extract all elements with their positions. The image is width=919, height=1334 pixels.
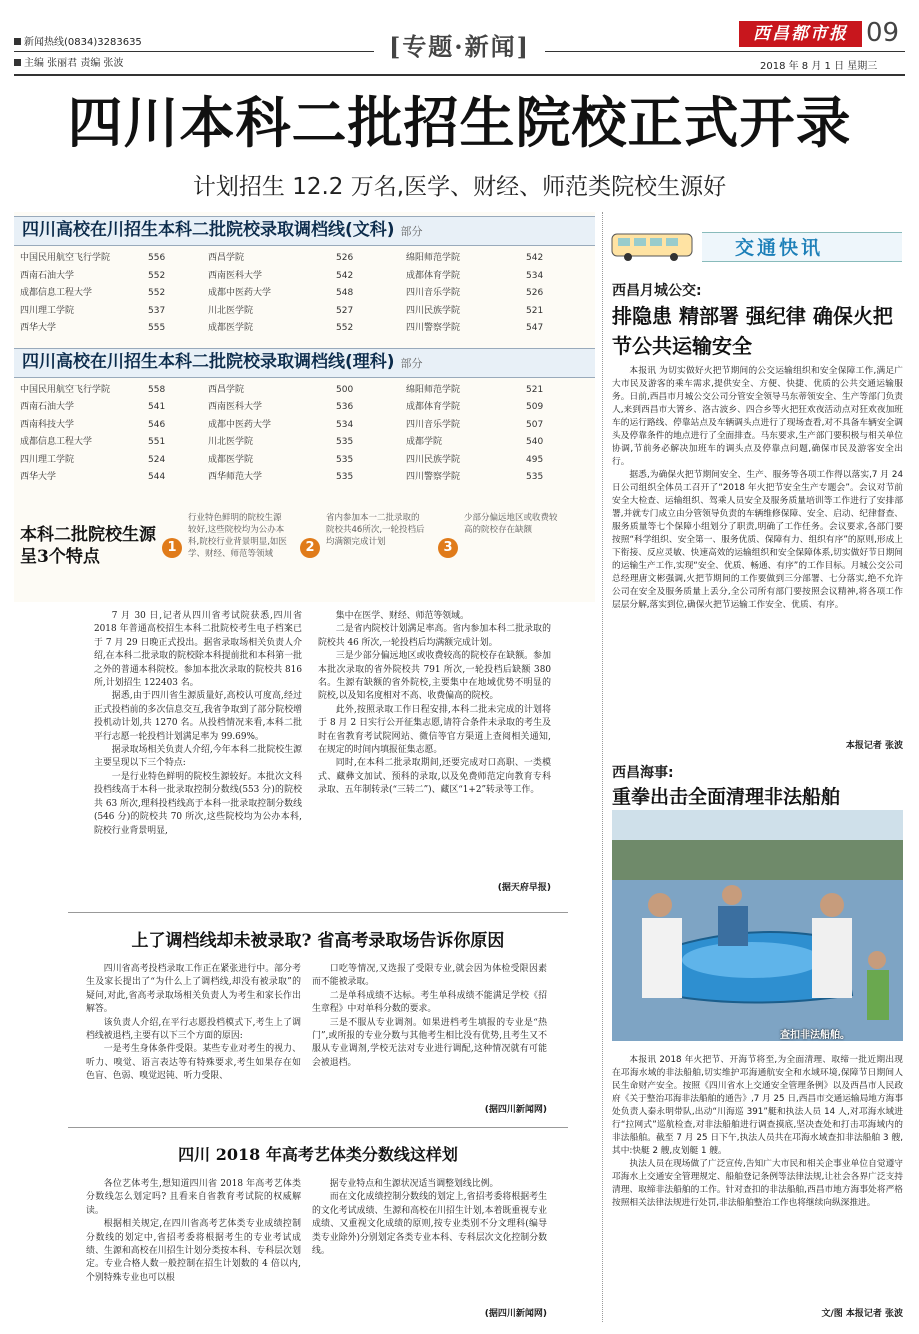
traffic-banner-title: 交通快讯 <box>735 237 824 259</box>
table-row <box>20 469 589 487</box>
paragraph: 此外,按照录取工作日程安排,本科二批未完成的计划将于 8 月 2 日实行公开征集志愿,请符合条件未录取的考生及时在省教育考试院网站、微信等官方渠道上查阅相关通知,在规定的时间内填报征集志愿。 <box>318 704 551 756</box>
traffic-title: 排隐患 精部署 强纪律 确保火把节公共运输安全 <box>612 304 893 358</box>
paragraph: 据悉,为确保火把节期间安全、生产、服务等各项工作得以落实,7 月 24 日公司组织全体员工召开了“2018 年火把节安全生产专题会”。会议对节前安全大检查、运输组织、驾乘人员安全及服务质量培训等工作进行了安排部署,并就专门成立由分管领导负责的车辆维修保障、安全、启动、纪律督查、服务质量等七个保障小组划分了职责,明确了工作任务。会议要求,各部门要按照“科学组织、安全第一、服务优质、保障有力、组织有序”的原则,形成上下衔接、反应灵敏、快速高效的运输组织和安全保障体系,切实做好节日期间的运输生产工作,实现“安全、优质、畅通、有序”的工作目标。月城公交公司总经理唐文彬强调,火把节期间的工作要做到三分部署、七分落实,绝不允许公司在安全及服务质量上丢分,全公司所有部门要按照会议精神,将各项工作层层分解,落实到位,确保火把节运输工作安全、优质、有序。 <box>612 470 903 610</box>
school-name: 中国民用航空飞行学院 <box>20 384 111 395</box>
paragraph: 同时,在本科二批录取期间,还要完成对口高职、一类模式、藏彝文加试、预科的录取,以及免费师范定向教育专科录取、五年制转录(“三转二”)、藏区“1+2”转录等工作。 <box>318 758 551 796</box>
school-name: 四川民族学院 <box>406 305 461 316</box>
paragraph: 据悉,由于四川省生源质量好,高校认可度高,经过正式投档前的多次信息交互,我省争取到了部分院校增投机动计划,共 1270 名。从投档情况来看,本科二批平行志愿一轮投档计划满足率为 99.69%。 <box>94 691 302 742</box>
cutoff-score: 536 <box>336 402 354 412</box>
cutoff-score: 526 <box>336 253 354 263</box>
paragraph: 四川省高考投档录取工作正在紧张进行中。部分考生及家长提出了“为什么上了调档线,却没有被录取”的疑问,对此,省高考录取场相关负责人为考生和家长作出解答。 <box>86 964 301 1015</box>
cutoff-score: 534 <box>526 270 544 281</box>
li-table-title: 四川高校在川招生本科二批院校录取调档线(理科) 部分 <box>14 348 595 378</box>
paragraph: 集中在医学、财经、师范等领域。 <box>335 611 469 621</box>
paragraph: 7 月 30 日,记者从四川省考试院获悉,四川省 2018 年普通高校招生本科二批院校考生电子档案已于 7 月 29 日晚正式投出。据省录取场相关负责人介绍,在本科二批录取的院校除本科提前批和本科第一批之外的普通本科院校。参加本批次录取的院校共 816 所,计划招生 122403 名。 <box>94 611 302 689</box>
cutoff-score: 521 <box>526 384 544 395</box>
cutoff-score: 542 <box>526 253 544 263</box>
school-name: 四川警察学院 <box>406 472 461 482</box>
school-name: 西南石油大学 <box>20 270 75 281</box>
cutoff-score: 552 <box>148 270 166 281</box>
table-row <box>20 399 589 417</box>
cutoff-score: 555 <box>148 323 166 333</box>
article2-left <box>86 963 301 1084</box>
school-name: 成都中医药大学 <box>208 419 272 430</box>
school-name: 成都体育学院 <box>406 270 461 281</box>
school-name: 绵阳师范学院 <box>406 253 461 263</box>
paragraph: 口吃等情况,又选报了受限专业,就会因为体检受限因素而不能被录取。 <box>312 964 547 988</box>
page-number: 09 <box>866 18 900 48</box>
paragraph: 三是少部分偏远地区或收费较高的院校存在缺额。参加本批次录取的省外院校共 791 所次,一轮投档后缺额 380 名。生源有缺额的省外院校,主要集中在地域优势不明显的院校,以及知名度相对不高、收费偏高的院校。 <box>318 651 551 702</box>
cutoff-score: 540 <box>526 437 544 447</box>
cutoff-score: 546 <box>148 419 166 430</box>
school-name: 四川音乐学院 <box>406 288 461 298</box>
feature-text: 少部分偏远地区或收费较高的院校存在缺额 <box>464 513 558 535</box>
feature-number: 1 <box>162 538 182 558</box>
cutoff-score: 558 <box>148 384 166 395</box>
cutoff-score: 526 <box>526 288 544 298</box>
feature-text: 省内参加本一二批录取的院校共46所次,一轮投档后均满额完成计划 <box>326 513 425 547</box>
paper-logo: 西昌都市报 <box>739 21 862 47</box>
table-row <box>20 285 589 303</box>
table-row <box>20 268 589 286</box>
paragraph: 根据相关规定,在四川省高考艺体类专业成绩控制分数线的划定中,省招考委将根据考生的专业考试成绩、生源和高校在川招生计划分类按本科、专科层次划定。专业合格人数一般控制在招生计划数的 4 倍以内,个别特殊专业也可以根 <box>86 1219 301 1283</box>
paragraph: 该负责人介绍,在平行志愿投档模式下,考生上了调档线被退档,主要有以下三个方面的原因: <box>86 1017 301 1042</box>
hotline: 新闻热线(0834)3283635 <box>14 36 142 49</box>
school-name: 四川音乐学院 <box>406 419 461 430</box>
cutoff-score: 521 <box>526 305 544 316</box>
article1-source: (据天府早报) <box>497 883 551 893</box>
maritime-photo <box>612 810 903 1041</box>
cutoff-score: 535 <box>336 454 354 465</box>
school-name: 中国民用航空飞行学院 <box>20 253 111 263</box>
cutoff-score: 535 <box>526 472 544 482</box>
paragraph: 本报讯 为切实做好火把节期间的公交运输组织和安全保障工作,满足广大市民及游客的乘车需求,提供安全、方便、快捷、优质的公共交通运输服务。日前,西昌市月城公交公司分管安全领导马东蒂领安全、生产等部门负责人,来到西昌市大箐乡、洛古波乡、四合乡等火把狂欢夜活动点对狂欢夜加班车的运行路线、停靠站点及车辆调头点进行了现场查看,对不具备车辆安全调头及停靠条件的地点进行了全面排查。马东要求,生产部门要积极与相关单位协调,节前务必解决加班车的调头点及停靠点问题,确保市民及游客安全出行。 <box>612 366 903 467</box>
cutoff-score: 556 <box>148 253 166 263</box>
cutoff-score: 527 <box>336 305 354 316</box>
li-table <box>14 378 595 491</box>
headline: 四川本科二批招生院校正式开录 <box>67 90 852 155</box>
traffic-kicker: 西昌月城公交: <box>612 283 702 299</box>
cutoff-score: 537 <box>148 305 166 316</box>
school-name: 成都信息工程大学 <box>20 288 93 298</box>
paragraph: 本报讯 2018 年火把节、开海节将至,为全面清理、取缔一批近期出现在邛海水域的非法船舶,切实维护邛海通航安全和水域环境,保障节日期间人民生命财产安全。按照《四川省水上交通安全管理条例》以及西昌市人民政府《关于整治邛海非法船舶的通告》,7 月 25 日,西昌市交通运输局地方海事处负责人秦永明带队,出动“川海巡 391”艇和执法人员 14 人,对邛海水域进行“拉网式”巡航检查,对非法船舶进行调查摸底,坚决查处和打击邛海域内的非法船舶。截至 7 月 25 日下午,执法人员共在邛海水域查扣非法船舶 3 艘,其中:快艇 2 艘,皮划艇 1 艘。 <box>612 1055 904 1156</box>
cutoff-score: 534 <box>336 419 354 430</box>
paragraph: 据专业特点和生源状况适当调整划线比例。 <box>329 1179 499 1189</box>
school-name: 西南科技大学 <box>20 419 75 430</box>
traffic-body <box>612 365 903 612</box>
cutoff-score: 552 <box>148 288 166 298</box>
school-name: 西华大学 <box>20 323 57 333</box>
bus-icon <box>610 230 696 264</box>
section-label: [专题·新闻] <box>388 32 531 61</box>
cutoff-score: 535 <box>336 437 354 447</box>
school-name: 四川理工学院 <box>20 305 75 316</box>
school-name: 西华大学 <box>20 472 57 482</box>
school-name: 四川警察学院 <box>406 323 461 333</box>
school-name: 西南石油大学 <box>20 402 75 412</box>
photo-caption: 查扣非法船舶。 <box>780 1030 850 1041</box>
maritime-title: 重拳出击全面清理非法船舶 <box>612 786 841 808</box>
subheadline: 计划招生 12.2 万名,医学、财经、师范类院校生源好 <box>192 174 727 200</box>
article3-left <box>86 1178 301 1285</box>
school-name: 四川理工学院 <box>20 454 75 465</box>
cutoff-score: 548 <box>336 288 354 298</box>
paragraph: 各位艺体考生,想知道四川省 2018 年高考艺体类分数线怎么划定吗? 且看来自省教育考试院的权威解读。 <box>86 1179 301 1216</box>
cutoff-score: 547 <box>526 323 544 333</box>
cutoff-score: 551 <box>148 437 166 447</box>
traffic-banner <box>610 226 902 268</box>
school-name: 成都学院 <box>406 437 443 447</box>
features-title: 本科二批院校生源呈3个特点 <box>20 525 156 567</box>
feature-number: 2 <box>300 538 320 558</box>
article2-title: 上了调档线却未被录取? 省高考录取场告诉你原因 <box>131 931 505 951</box>
school-name: 成都体育学院 <box>406 402 461 412</box>
school-name: 四川民族学院 <box>406 454 461 465</box>
article3-right <box>312 1178 547 1258</box>
school-name: 西南医科大学 <box>208 270 263 281</box>
paragraph: 二是省内院校计划满足率高。省内参加本科二批录取的院校共 46 所次,一轮投档后均满额完成计划。 <box>318 624 551 648</box>
issue-date: 2018 年 8 月 1 日 星期三 <box>760 61 878 72</box>
table-row <box>20 320 589 338</box>
school-name: 川北医学院 <box>208 305 254 316</box>
paragraph: 三是不服从专业调剂。如果进档考生填报的专业是“热门”,或所报的专业分数与其他考生相比没有优势,且考生又不服从专业调剂,学校无法对专业进行调配,这种情况就有可能会被退档。 <box>312 1017 547 1068</box>
table-row <box>20 250 589 268</box>
article1-right <box>318 610 551 798</box>
cutoff-score: 500 <box>336 384 354 395</box>
maritime-kicker: 西昌海事: <box>612 765 674 781</box>
cutoff-score: 552 <box>336 323 354 333</box>
article3-source: (据四川新闻网) <box>484 1309 547 1319</box>
table-row <box>20 303 589 321</box>
cutoff-score: 495 <box>526 454 544 465</box>
cutoff-score: 541 <box>148 402 166 412</box>
school-name: 绵阳师范学院 <box>406 384 461 395</box>
school-name: 成都中医药大学 <box>208 288 272 298</box>
article2-right <box>312 963 547 1070</box>
table-row <box>20 382 589 400</box>
school-name: 成都医学院 <box>208 454 254 465</box>
article1-left <box>94 610 302 838</box>
paragraph: 而在文化成绩控制分数线的划定上,省招考委将根据考生的文化考试成绩、生源和高校在川招生计划,本着既重视专业成绩、又重视文化成绩的原则,按专业类别不分文理科(编导类专业除外)分别划定各类专业本科、专科层次文化控制分数线。 <box>312 1192 547 1257</box>
school-name: 川北医学院 <box>208 437 254 447</box>
paragraph: 执法人员在现场做了广泛宣传,告知广大市民和相关企事业单位自觉遵守邛海水上交通安全管理规定、船舶登记条例等法律法规,让社会各界广泛支持清理、取缔非法船舶的工作。针对查扣的非法船舶,西昌市地方海事处将严格按照相关法律法规进行处罚,非法船舶整治工作也将继续向纵深推进。 <box>612 1159 903 1208</box>
features-box <box>14 502 595 598</box>
article2-source: (据四川新闻网) <box>484 1105 547 1115</box>
school-name: 西昌学院 <box>208 253 245 263</box>
wen-table-title: 四川高校在川招生本科二批院校录取调档线(文科) 部分 <box>14 216 595 246</box>
table-row <box>20 417 589 435</box>
paragraph: 一是行业特色鲜明的院校生源较好。本批次文科投档线高于本科一批录取控制分数线(553 分)的院校共 63 所次,理科投档线高于本科一批录取控制分数线(546 分)的院校共 70 所次,这些院校均为公办本科,院校行业背景明显, <box>94 771 302 836</box>
school-name: 西华师范大学 <box>208 472 263 482</box>
paragraph: 据录取场相关负责人介绍,今年本科二批院校生源主要呈现以下三个特点: <box>94 745 302 769</box>
feature-text: 行业特色鲜明的院校生源较好,这些院校均为公办本科,院校行业背景明显,如医学、财经、师范等领域 <box>188 513 287 559</box>
maritime-byline: 文/图 本报记者 张波 <box>821 1309 903 1319</box>
wen-table <box>14 246 595 342</box>
table-row <box>20 434 589 452</box>
school-name: 西南医科大学 <box>208 402 263 412</box>
cutoff-score: 509 <box>526 402 544 412</box>
editors: 主编 张丽君 责编 张波 <box>14 57 124 70</box>
article3-title: 四川 2018 年高考艺体类分数线这样划 <box>178 1145 458 1164</box>
paragraph: 二是单科成绩不达标。考生单科成绩不能满足学校《招生章程》中对单科分数的要求。 <box>312 990 547 1015</box>
cutoff-score: 544 <box>148 472 166 482</box>
feature-number: 3 <box>438 538 458 558</box>
cutoff-score: 542 <box>336 270 354 281</box>
school-name: 成都信息工程大学 <box>20 437 93 447</box>
cutoff-score: 507 <box>526 419 544 430</box>
cutoff-score: 524 <box>148 454 166 465</box>
maritime-body <box>612 1054 903 1210</box>
traffic-byline: 本报记者 张波 <box>845 741 903 751</box>
paragraph: 一是考生身体条件受限。某些专业对考生的视力、听力、嗅觉、语言表达等有特殊要求,考生如果存在如色盲、色弱、嗅觉迟钝、听力受限、 <box>86 1044 301 1082</box>
table-row <box>20 452 589 470</box>
cutoff-score: 535 <box>336 472 354 482</box>
school-name: 成都医学院 <box>208 323 254 333</box>
school-name: 西昌学院 <box>208 384 245 395</box>
